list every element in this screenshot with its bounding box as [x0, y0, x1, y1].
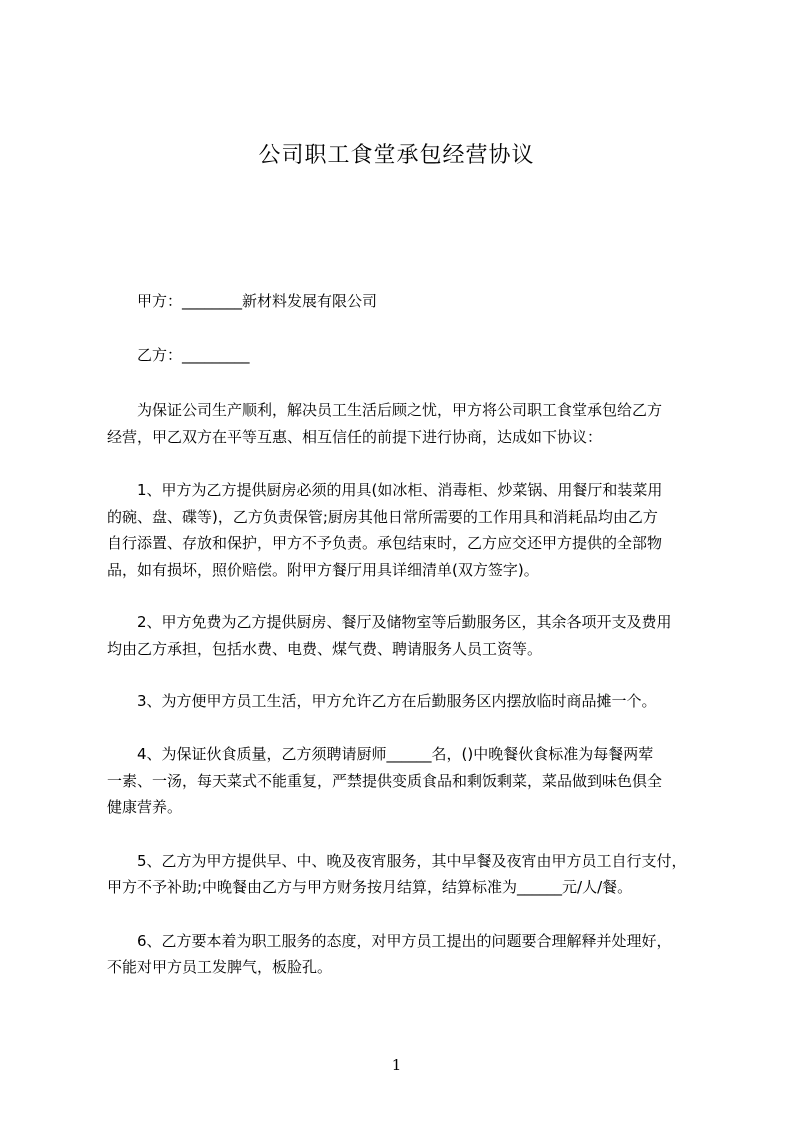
page-number: 1 [391, 1056, 402, 1074]
paragraph-line: 4、为保证伙食质量，乙方须聘请厨师______名，()中晚餐伙食标准为每餐两荤 [137, 745, 654, 763]
party-b-line: 乙方：_________ [137, 346, 250, 364]
paragraph-line: 品，如有损坏，照价赔偿。附甲方餐厅用具详细清单(双方签字)。 [107, 561, 539, 579]
paragraph-line: 均由乙方承担，包括水费、电费、煤气费、聘请服务人员工资等。 [107, 640, 543, 658]
paragraph-line: 一素、一汤，每天菜式不能重复，严禁提供变质食品和剩饭剩菜，菜品做到味色俱全 [107, 772, 663, 790]
party-a-line: 甲方：________新材料发展有限公司 [137, 292, 378, 310]
paragraph-line: 自行添置、存放和保护，甲方不予负责。承包结束时，乙方应交还甲方提供的全部物 [107, 534, 663, 552]
paragraph-line: 不能对甲方员工发脾气，板脸孔。 [107, 958, 333, 976]
document-title: 公司职工食堂承包经营协议 [258, 143, 535, 168]
paragraph-line: 1、甲方为乙方提供厨房必须的用具(如冰柜、消毒柜、炒菜锅、用餐厅和装菜用 [137, 481, 663, 499]
paragraph-line: 健康营养。 [107, 798, 183, 816]
paragraph-line: 5、乙方为甲方提供早、中、晚及夜宵服务，其中早餐及夜宵由甲方员工自行支付， [137, 852, 687, 870]
paragraph-line: 3、为方便甲方员工生活，甲方允许乙方在后勤服务区内摆放临时商品摊一个。 [137, 692, 657, 710]
paragraph-line: 甲方不予补助;中晚餐由乙方与甲方财务按月结算，结算标准为______元/人/餐。 [107, 878, 633, 896]
paragraph-line: 经营，甲乙双方在平等互惠、相互信任的前提下进行协商，达成如下协议： [107, 428, 603, 446]
paragraph-line: 为保证公司生产顺利，解决员工生活后顾之忧，甲方将公司职工食堂承包给乙方 [137, 401, 663, 419]
paragraph-line: 6、乙方要本着为职工服务的态度，对甲方员工提出的问题要合理解释并处理好， [137, 932, 672, 950]
paragraph-line: 2、甲方免费为乙方提供厨房、餐厅及储物室等后勤服务区，其余各项开支及费用 [137, 613, 672, 631]
paragraph-line: 的碗、盘、碟等)，乙方负责保管;厨房其他日常所需要的工作用具和消耗品均由乙方 [107, 508, 658, 526]
